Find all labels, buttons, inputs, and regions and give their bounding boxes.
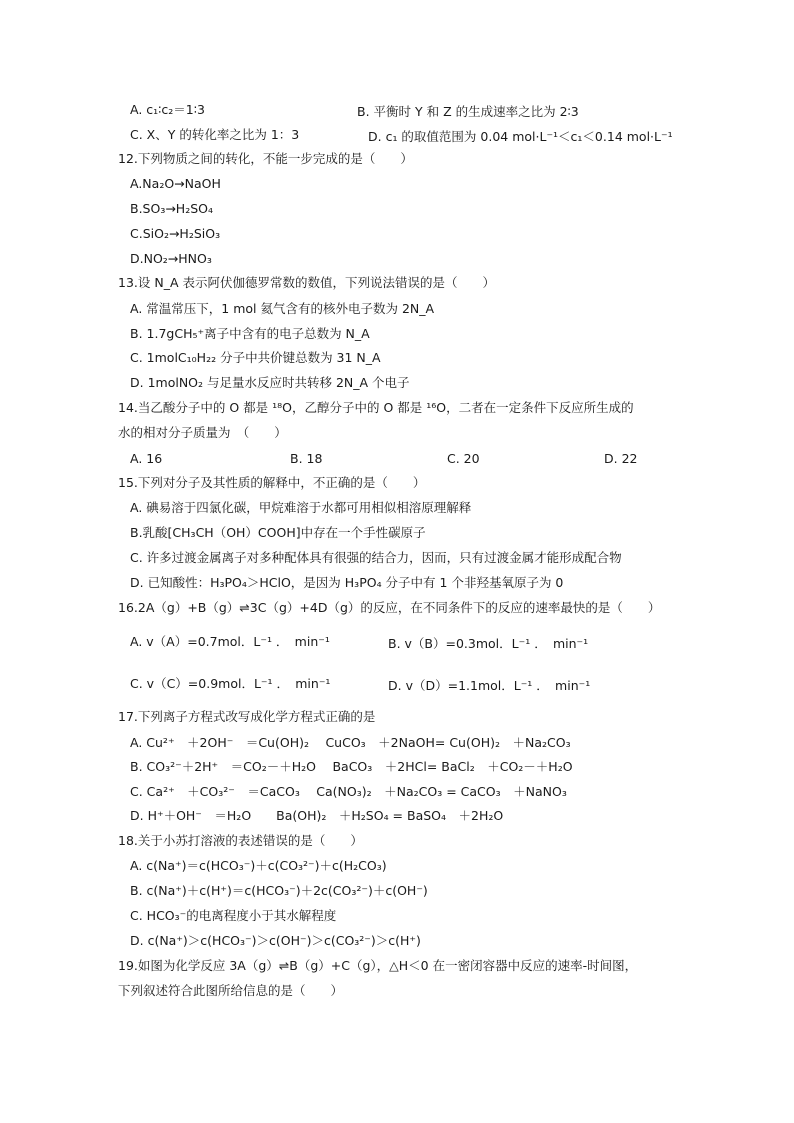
q16-option-a: A. v（A）=0.7mol．L⁻¹ ． min⁻¹	[130, 634, 330, 649]
q18-stem: 18.关于小苏打溶液的表述错误的是（ ）	[118, 833, 363, 848]
q13-option-c: C. 1molC₁₀H₂₂ 分子中共价键总数为 31 N_A	[130, 350, 381, 365]
q17-option-d: D. H⁺＋OH⁻ ＝H₂O Ba(OH)₂ ＋H₂SO₄ = BaSO₄ ＋2H₂O	[130, 808, 504, 823]
q14-stem-line2: 水的相对分子质量为 （ ）	[118, 425, 287, 440]
q18-option-b: B. c(Na⁺)＋c(H⁺)＝c(HCO₃⁻)＋2c(CO₃²⁻)＋c(OH⁻)	[130, 883, 428, 898]
q14-option-d: D. 22	[604, 451, 638, 466]
q11-option-b: B. 平衡时 Y 和 Z 的生成速率之比为 2∶3	[357, 104, 579, 119]
q11-option-c: C. X、Y 的转化率之比为 1：3	[130, 127, 300, 142]
q13-option-d: D. 1molNO₂ 与足量水反应时共转移 2N_A 个电子	[130, 375, 410, 390]
q12-stem: 12.下列物质之间的转化，不能一步完成的是（ ）	[118, 151, 413, 166]
q15-option-c: C. 许多过渡金属离子对多种配体具有很强的结合力，因而，只有过渡金属才能形成配合物	[130, 550, 622, 565]
q19-stem-line1: 19.如图为化学反应 3A（g）⇌B（g）+C（g），△H＜0 在一密闭容器中反应的速率-时间图，	[118, 958, 638, 973]
q19-stem-line2: 下列叙述符合此图所给信息的是（ ）	[118, 983, 344, 998]
q13-option-b: B. 1.7gCH₅⁺离子中含有的电子总数为 N_A	[130, 326, 370, 341]
q11-option-a: A. c₁∶c₂＝1∶3	[130, 102, 205, 117]
q15-option-d: D. 已知酸性：H₃PO₄＞HClO，是因为 H₃PO₄ 分子中有 1 个非羟基氧原子为 0	[130, 575, 564, 590]
q17-option-c: C. Ca²⁺ ＋CO₃²⁻ ＝CaCO₃ Ca(NO₃)₂ ＋Na₂CO₃ = CaCO₃ ＋NaNO₃	[130, 784, 567, 799]
q12-option-a: A.Na₂O→NaOH	[130, 176, 221, 191]
q17-option-a: A. Cu²⁺ ＋2OH⁻ ＝Cu(OH)₂ CuCO₃ ＋2NaOH= Cu(OH)₂ ＋Na₂CO₃	[130, 735, 571, 750]
q12-option-b: B.SO₃→H₂SO₄	[130, 201, 214, 216]
q14-option-b: B. 18	[290, 451, 323, 466]
q12-option-c: C.SiO₂→H₂SiO₃	[130, 226, 221, 241]
q14-option-a: A. 16	[130, 451, 163, 466]
q14-stem-line1: 14.当乙酸分子中的 O 都是 ¹⁸O，乙醇分子中的 O 都是 ¹⁶O，二者在一定条件下反应所生成的	[118, 400, 634, 415]
q16-stem: 16.2A（g）+B（g）⇌3C（g）+4D（g）的反应，在不同条件下的反应的速率最快的是（ ）	[118, 600, 661, 615]
q11-option-d: D. c₁ 的取值范围为 0.04 mol·L⁻¹＜c₁＜0.14 mol·L⁻¹	[368, 129, 673, 144]
q16-option-c: C. v（C）=0.9mol．L⁻¹ ． min⁻¹	[130, 676, 331, 691]
q13-stem: 13.设 N_A 表示阿伏伽德罗常数的数值，下列说法错误的是（ ）	[118, 275, 495, 290]
q15-option-a: A. 碘易溶于四氯化碳，甲烷难溶于水都可用相似相溶原理解释	[130, 500, 472, 515]
q17-stem: 17.下列离子方程式改写成化学方程式正确的是	[118, 709, 376, 724]
q18-option-d: D. c(Na⁺)＞c(HCO₃⁻)＞c(OH⁻)＞c(CO₃²⁻)＞c(H⁺)	[130, 933, 421, 948]
q16-option-d: D. v（D）=1.1mol．L⁻¹ ． min⁻¹	[388, 678, 591, 693]
q14-option-c: C. 20	[447, 451, 480, 466]
q13-option-a: A. 常温常压下，1 mol 氦气含有的核外电子数为 2N_A	[130, 301, 435, 316]
q18-option-c: C. HCO₃⁻的电离程度小于其水解程度	[130, 908, 337, 923]
q15-stem: 15.下列对分子及其性质的解释中，不正确的是（ ）	[118, 475, 426, 490]
q12-option-d: D.NO₂→HNO₃	[130, 251, 212, 266]
q17-option-b: B. CO₃²⁻＋2H⁺ ＝CO₂－＋H₂O BaCO₃ ＋2HCl= BaCl₂ ＋CO₂－＋H₂O	[130, 759, 573, 774]
q15-option-b: B.乳酸[CH₃CH（OH）COOH]中存在一个手性碳原子	[130, 525, 426, 540]
q16-option-b: B. v（B）=0.3mol．L⁻¹ ． min⁻¹	[388, 636, 589, 651]
q18-option-a: A. c(Na⁺)＝c(HCO₃⁻)＋c(CO₃²⁻)＋c(H₂CO₃)	[130, 858, 387, 873]
